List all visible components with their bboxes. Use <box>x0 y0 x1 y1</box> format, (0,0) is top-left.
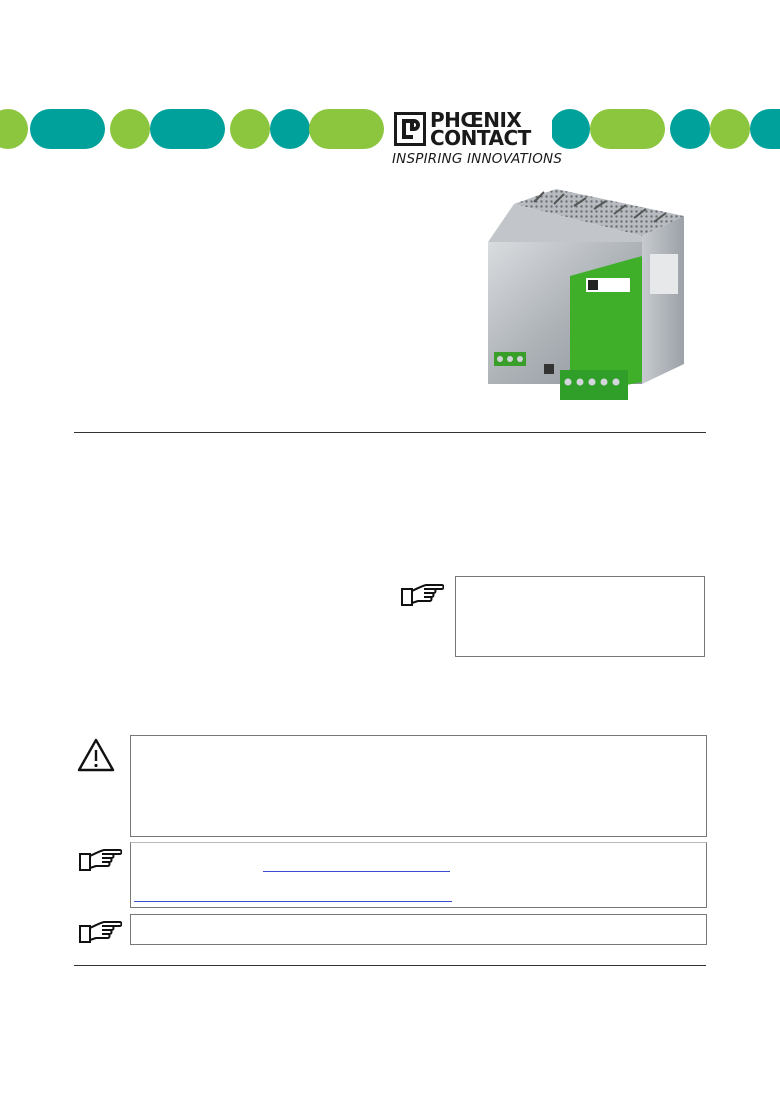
pointing-hand-icon <box>400 582 444 608</box>
pointing-hand-icon <box>78 847 122 873</box>
warning-triangle-icon <box>76 737 116 773</box>
product-photo <box>474 184 692 420</box>
logo-text-line2: CONTACT <box>430 126 531 150</box>
band-dot <box>110 109 150 149</box>
band-pill <box>0 109 28 149</box>
logo-mark-icon <box>394 112 426 146</box>
pointing-hand-icon <box>78 919 122 945</box>
band-pill <box>590 109 665 149</box>
band-dot <box>710 109 750 149</box>
download-note-box <box>130 842 707 908</box>
band-pill <box>309 109 384 149</box>
final-note-box <box>130 914 707 945</box>
band-dot <box>270 109 310 149</box>
divider-top <box>74 432 706 433</box>
note-box <box>455 576 705 657</box>
band-pill <box>750 109 780 149</box>
download-link-underline[interactable] <box>134 901 452 902</box>
warning-box <box>130 735 707 837</box>
band-dot <box>670 109 710 149</box>
divider-bottom <box>74 965 706 966</box>
brand-tagline: INSPIRING INNOVATIONS <box>392 151 563 167</box>
band-pill <box>150 109 225 149</box>
band-dot <box>230 109 270 149</box>
band-dot <box>550 109 590 149</box>
band-pill <box>30 109 105 149</box>
download-link-underline[interactable] <box>263 871 450 872</box>
logo-text-line1: PHŒNIX <box>430 108 522 132</box>
